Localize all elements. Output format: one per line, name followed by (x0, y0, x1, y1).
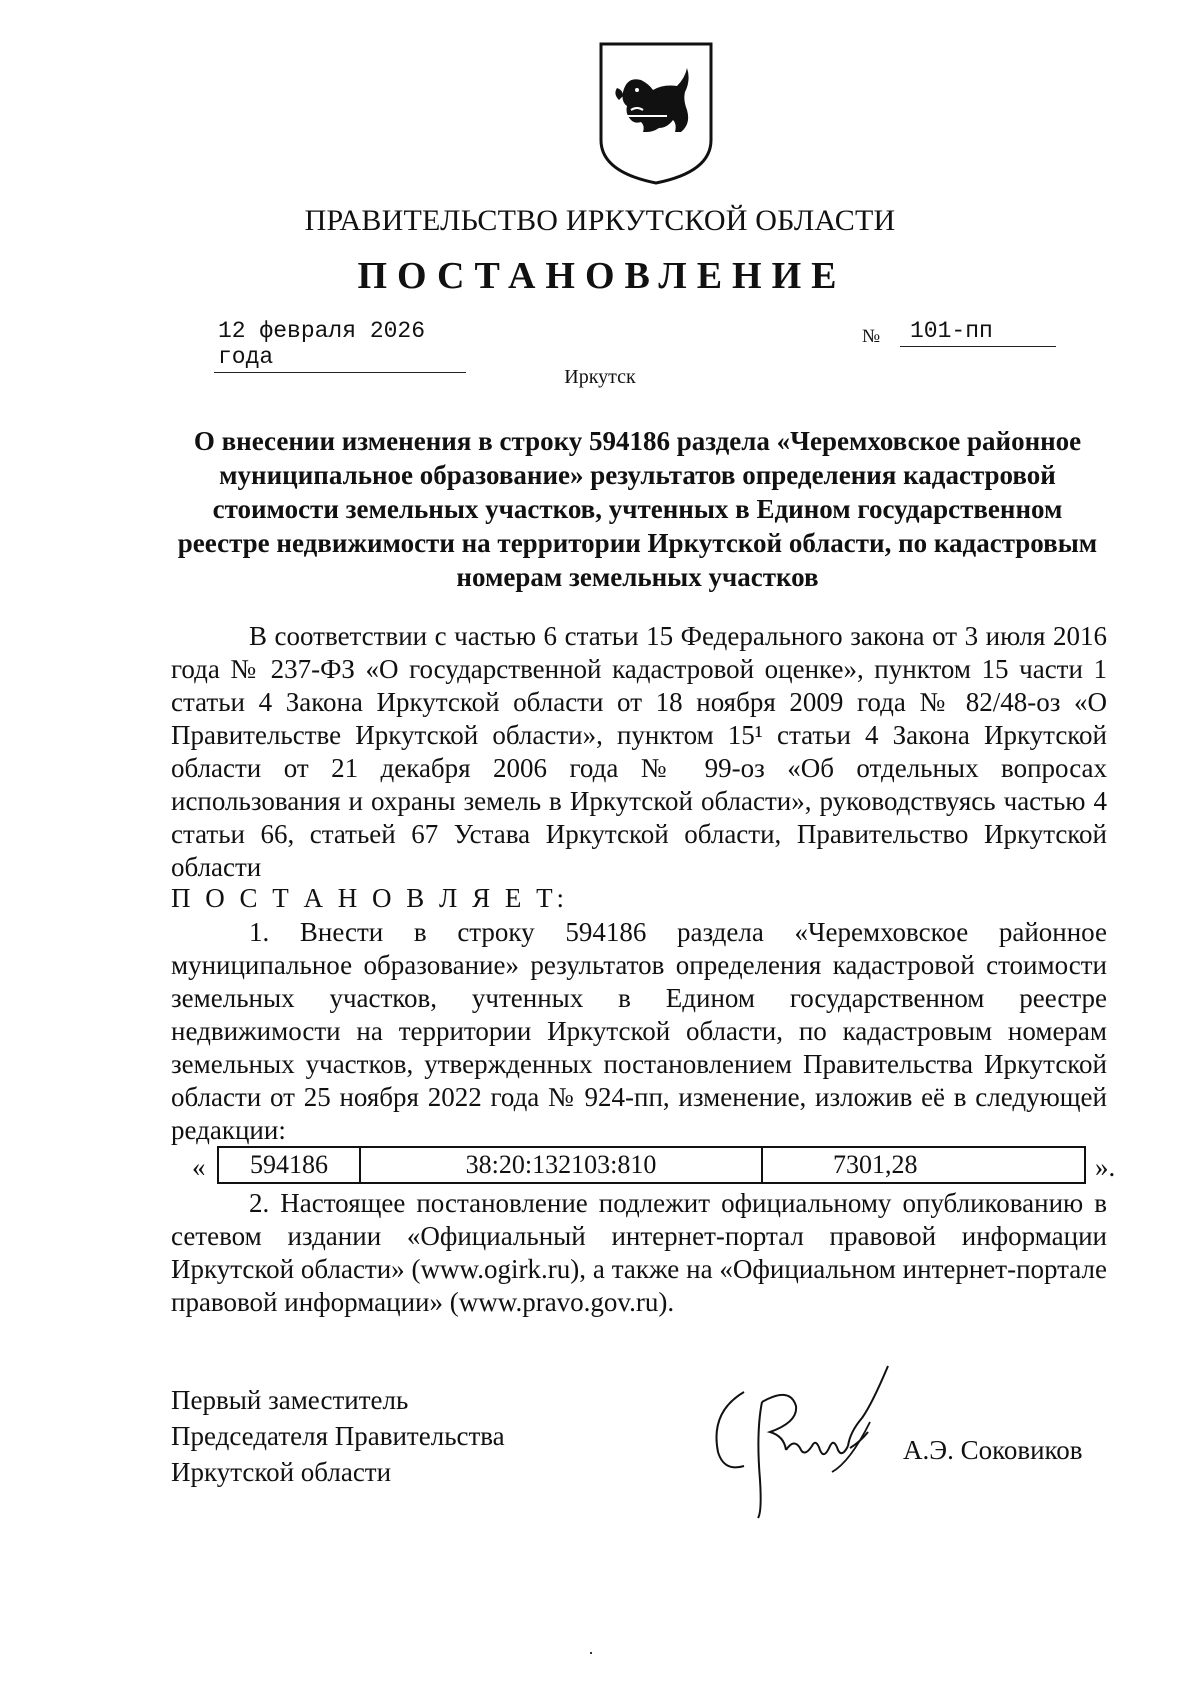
city: Иркутск (564, 366, 636, 388)
signer-position-line-2: Председателя Правительства (171, 1421, 505, 1451)
amended-row-table (217, 1146, 1086, 1184)
document-date: 12 февраля 2026 года (214, 318, 466, 373)
row-close-quote: ». (1095, 1152, 1116, 1182)
scan-artifact-dot (590, 1652, 592, 1654)
row-number-cell: 594186 (219, 1148, 361, 1182)
item-1-paragraph: 1. Внести в строку 594186 раздела «Черемховское районное муниципальное образование» результатов определения кадастровой стоимости земельных участков, учтенных в Едином государственном реестре недвижимости на территории Иркутской области, по кадастровым номерам земельных участков, утвержденных постановлением Правительства Иркутской области от 25 ноября 2022 года № 924-пп, изменение, изложив её в следующей редакции: (171, 917, 1107, 1145)
handwritten-signature (700, 1362, 935, 1520)
cadastral-number-cell: 38:20:132103:810 (361, 1148, 763, 1182)
signer-position-line-1: Первый заместитель (171, 1385, 409, 1415)
number-sign: № (862, 326, 881, 347)
signer-name: А.Э. Соковиков (903, 1435, 1083, 1465)
cadastral-value-cell: 7301,28 (833, 1150, 918, 1179)
document-subject: О внесении изменения в строку 594186 раздела «Черемховское районное муниципальное образование» результатов определения кадастровой стоимости земельных участков, учтенных в Едином государственном реестре недвижимости на территории Иркутской области, по кадастровым номерам земельных участков (177, 426, 1098, 592)
document-type-heading: ПОСТАНОВЛЕНИЕ (357, 255, 847, 297)
document-number: 101-пп (900, 318, 1056, 347)
coat-of-arms-emblem (597, 40, 715, 186)
item-2-paragraph: 2. Настоящее постановление подлежит официальному опубликованию в сетевом издании «Официальный интернет-портал правовой информации Иркутской области» (www.ogirk.ru), а также на «Официальном интернет-портале правовой информации» (www.pravo.gov.ru). (171, 1188, 1107, 1317)
government-title: ПРАВИТЕЛЬСТВО ИРКУТСКОЙ ОБЛАСТИ (304, 204, 896, 237)
legal-basis-paragraph: В соответствии с частью 6 статьи 15 Федерального закона от 3 июля 2016 года № 237-ФЗ «О государственной кадастровой оценке», пунктом 15 части 1 статьи 4 Закона Иркутской области от 18 ноября 2009 года № 82/48-оз «О Правительстве Иркутской области», пунктом 15¹ статьи 4 Закона Иркутской области от 21 декабря 2006 года № 99-оз «Об отдельных вопросах использования и охраны земель в Иркутской области», руководствуясь частью 4 статьи 66, статьей 67 Устава Иркутской области, Правительство Иркутской области (171, 621, 1107, 882)
resolves-heading: П О С Т А Н О В Л Я Е Т: (171, 883, 569, 913)
row-open-quote: « (192, 1152, 206, 1182)
signer-position-line-3: Иркутской области (171, 1457, 392, 1487)
